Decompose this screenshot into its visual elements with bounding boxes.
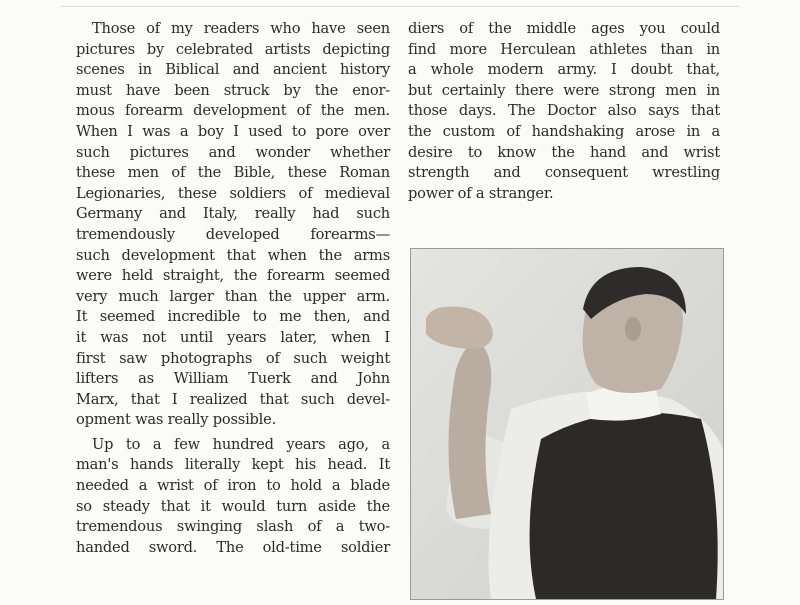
text-line: tremendously developed forearms— [76,225,390,243]
text-line: Those of my readers who have seen [92,20,390,37]
text-line: power of a stranger. [408,184,554,202]
text-line: Up to a few hundred years ago, a [92,435,390,453]
page-top-edge [60,0,740,7]
text-line: pictures by celebrated artists depicting [76,40,390,58]
text-line: these men of the Bible, these Roman [76,164,390,182]
text-line: first saw photographs of such weight [76,349,390,367]
text-line: a whole modern army. I doubt that, [408,61,720,79]
text-line: diers of the middle ages you could [408,20,720,37]
text-line: find more Herculean athletes than in [408,40,720,58]
text-line: the custom of handshaking arose in a [408,122,720,140]
text-line: handed sword. The old-time soldier [76,538,390,556]
text-line: but certainly there were strong men in [408,81,720,99]
left-column [76,19,390,558]
text-line: Marx, that I realized that such devel- [76,390,390,408]
text-line: it was not until years later, when I [76,328,390,346]
text-line: tremendous swinging slash of a two- [76,518,390,536]
text-line: were held straight, the forearm seemed [76,267,390,285]
right-column [408,19,720,204]
text-line: scenes in Biblical and ancient history [76,61,390,79]
text-line: very much larger than the upper arm. [76,287,390,305]
text-line: Germany and Italy, really had such [76,205,390,223]
text-line: man's hands literally kept his head. It [76,456,390,474]
text-line: must have been struck by the enor- [76,81,390,99]
text-line: strength and consequent wrestling [408,164,720,182]
text-line: those days. The Doctor also says that [408,102,720,120]
photo-illustration [411,249,723,599]
text-line: desire to know the hand and wrist [408,143,720,161]
text-line: needed a wrist of iron to hold a blade [76,477,390,495]
text-line: It seemed incredible to me then, and [76,308,390,326]
text-line: mous forearm development of the men. [76,102,390,120]
photograph-forearm-pose [410,248,724,600]
text-line: Legionaries, these soldiers of medieval [76,184,390,202]
text-line: When I was a boy I used to pore over [76,122,390,140]
text-line: opment was really possible. [76,411,277,429]
text-line: such pictures and wonder whether [76,143,390,161]
text-line: so steady that it would turn aside the [76,497,390,515]
text-line: lifters as William Tuerk and John [76,370,390,388]
text-line: such development that when the arms [76,246,390,264]
